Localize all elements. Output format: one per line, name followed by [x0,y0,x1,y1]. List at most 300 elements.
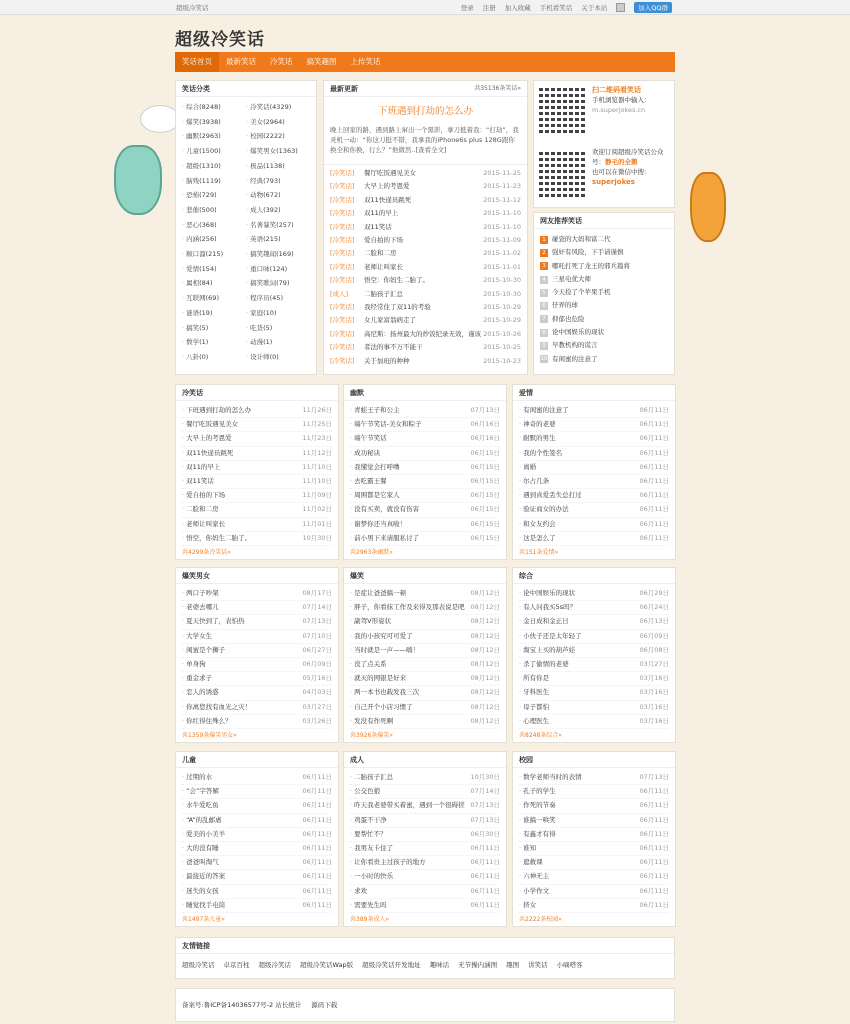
category-item[interactable]: · 成人(392) [246,203,310,218]
section-item[interactable] [519,503,669,517]
section-item[interactable] [519,404,669,418]
section-item[interactable] [182,587,332,601]
section-item-title[interactable]: · 和女友约会 [519,518,556,531]
section-item[interactable] [519,686,669,700]
section-item[interactable] [519,771,669,785]
section-item-title[interactable]: · 牙科医生 [519,686,549,699]
section-item[interactable] [350,658,500,672]
latest-item-title[interactable]: 高尼斯：扬州最大的炒饭纪录无效，谨该 [364,329,481,338]
mobile-link[interactable]: 手机看笑话 [539,4,573,12]
section-item-title[interactable]: · 大学女生 [182,630,212,643]
category-item[interactable]: · 超级(1310) [182,159,246,174]
latest-item[interactable] [330,194,521,207]
about-link[interactable]: 关于本站 [581,4,608,12]
section-item-title[interactable]: · 没有买卖，就没有伤害 [350,503,419,516]
recommend-item-title[interactable]: 碰瓷的大妈和富二代 [552,235,611,243]
latest-item-category[interactable]: [冷笑话] [330,195,355,204]
section-item-title[interactable]: · 神奇的老婆 [519,418,556,431]
section-item[interactable] [182,432,332,446]
latest-item[interactable] [330,180,521,193]
category-item[interactable]: · 互联网(69) [182,291,246,306]
section-item-title[interactable]: · 昨天我老婆带买着蜜，遇到一个很碍搓 [350,799,465,812]
section-item-title[interactable]: · 你离您找有血光之灾！ [182,701,251,714]
section-item-title[interactable]: · 水牛爱吃鱼 [182,799,219,812]
friend-link[interactable]: 超级冷笑话开发地址 [362,961,421,969]
latest-item-title[interactable]: 二脸和二房 [364,249,397,258]
section-item-title[interactable]: · 二脸和二房 [182,503,219,516]
section-item[interactable] [182,447,332,461]
section-item-title[interactable]: · 胖子，你看抹工作及来得及那表说是吧 [350,601,465,614]
nav-home[interactable]: 笑话首页 [175,52,219,72]
section-item-title[interactable]: · 老婆去哪儿 [182,601,219,614]
section-item-title[interactable]: · 我男友卡住了 [350,842,393,855]
category-item[interactable]: · 儿童(1500) [182,144,246,159]
recommend-item-title[interactable]: 抑郁也危险 [552,314,585,323]
latest-item[interactable] [330,341,521,354]
section-more-link[interactable]: 共8248条综合» [519,732,562,740]
latest-item[interactable] [330,301,521,314]
section-item[interactable] [182,771,332,785]
category-item[interactable]: · 脑残(1119) [182,174,246,189]
category-item[interactable]: · 程序员(45) [246,291,310,306]
section-item[interactable] [519,461,669,475]
section-item[interactable] [519,672,669,686]
latest-item-category[interactable]: [冷笑话] [330,329,355,338]
section-item-title[interactable]: · 遮救课 [519,856,543,869]
section-more-link[interactable]: 共2222条校园» [519,916,562,924]
section-item[interactable] [519,418,669,432]
section-item[interactable] [350,828,500,842]
section-item-title[interactable]: · 离婚 [519,461,536,474]
latest-item[interactable] [330,261,521,274]
friend-link[interactable]: 超级冷笑话Wap版 [300,961,354,969]
section-item[interactable] [350,686,500,700]
section-item[interactable] [519,601,669,615]
section-item[interactable] [519,475,669,489]
latest-item[interactable] [330,207,521,220]
section-item[interactable] [519,885,669,899]
login-link[interactable]: 登录 [460,4,474,12]
section-item[interactable] [350,842,500,856]
section-item-title[interactable]: · 有闺蜜的注意了 [519,404,569,417]
section-item-title[interactable]: · 青蛙王子和公主 [350,404,400,417]
section-item-title[interactable]: · 端午节笑话 [350,432,387,445]
section-item[interactable] [519,828,669,842]
section-item-title[interactable]: · 是症让爸爸搞一顿 [350,587,406,600]
category-item[interactable]: · 搞笑(5) [182,321,246,336]
category-item[interactable]: · 爱情(154) [182,262,246,277]
section-item[interactable] [519,715,669,729]
recommend-item-title[interactable]: 三星电优大师 [552,274,591,283]
section-item-title[interactable]: · 悟空，你妈生二胎了。 [182,532,251,545]
section-item-title[interactable]: · 这是怎么了 [519,532,556,545]
section-item[interactable] [519,432,669,446]
latest-item-category[interactable]: [冷笑话] [330,222,355,231]
section-item-title[interactable]: · 尔占几条 [519,475,549,488]
latest-item-category[interactable]: [冷笑话] [330,356,355,365]
section-item[interactable] [350,461,500,475]
section-item[interactable] [519,658,669,672]
nav-upload[interactable]: 上传笑话 [350,57,381,66]
latest-item[interactable] [330,288,521,301]
section-item[interactable] [519,870,669,884]
section-item[interactable] [182,856,332,870]
section-item-title[interactable]: · 耐默的男生 [519,432,556,445]
recommend-item-title[interactable]: 强奸有风险，下手请谨慎 [552,248,624,257]
latest-item-category[interactable]: [冷笑话] [330,262,355,271]
category-item[interactable]: · 搞笑趣闻(169) [246,247,310,262]
section-item-title[interactable]: · 谁搞一哄笑 [519,814,556,827]
section-more-link[interactable]: 共1497条儿童» [182,916,225,924]
section-item-title[interactable]: · 母子都怕 [519,701,549,714]
friend-link[interactable]: 讲笑话 [528,961,548,969]
section-item[interactable] [182,418,332,432]
latest-item-title[interactable]: 双11快递员跳死 [364,195,412,204]
section-item[interactable] [182,503,332,517]
section-item-title[interactable]: · 自己开个小店习惯了 [350,701,413,714]
recommend-item[interactable] [540,246,668,259]
section-item-title[interactable]: · 爸爸叫淘气 [182,856,219,869]
section-more-link[interactable]: 共2963条幽默» [350,549,393,557]
section-item[interactable] [519,701,669,715]
section-item-title[interactable]: · 公交色狼 [350,785,380,798]
section-item[interactable] [182,518,332,532]
section-item[interactable] [182,686,332,700]
latest-item-category[interactable]: [冷笑话] [330,303,355,312]
latest-item[interactable] [330,247,521,260]
section-item-title[interactable]: · 我懂觉会打呼噜 [350,461,400,474]
latest-item-category[interactable]: [冷笑话] [330,276,355,285]
category-item[interactable]: · 家庭(10) [246,306,310,321]
section-item[interactable] [182,842,332,856]
latest-item-category[interactable]: [成人] [330,289,349,298]
latest-item-title[interactable]: 悟空：你妈生二胎了。 [364,276,429,285]
recommend-item-title[interactable]: 论中国娱乐的现状 [552,328,604,337]
category-item[interactable]: · 冷笑话(4329) [246,100,310,115]
section-item-title[interactable]: · “会”字答解 [182,785,219,798]
section-more-link[interactable]: 共4299条冷笑话» [182,549,231,557]
latest-item-category[interactable]: [冷笑话] [330,343,355,352]
top-site-name[interactable]: 超级冷笑话 [176,4,209,12]
friend-link[interactable]: 趣图 [506,961,520,969]
section-more-link[interactable]: 共389条成人» [350,916,390,924]
section-item[interactable] [350,518,500,532]
section-item[interactable] [519,899,669,913]
section-item-title[interactable]: · 谢梦你还当真啦！ [350,518,406,531]
section-item-title[interactable]: · 发没有作死啊 [350,715,393,728]
section-item-title[interactable]: · 有鑫才有得 [519,828,556,841]
register-link[interactable]: 注册 [482,4,496,12]
latest-item-category[interactable]: [冷笑话] [330,236,355,245]
section-item-title[interactable]: · 求欢 [350,885,367,898]
section-item-title[interactable]: · 心理医生 [519,715,549,728]
section-item[interactable] [350,715,500,729]
latest-item-title[interactable]: 爱自拍的下场 [364,236,403,245]
section-item[interactable] [519,447,669,461]
section-more-link[interactable]: 共3926条爆笑» [350,732,393,740]
section-item[interactable] [350,447,500,461]
category-item[interactable]: · 校园(2222) [246,129,310,144]
latest-item[interactable] [330,314,521,327]
category-item[interactable]: · 动漫(1) [246,335,310,350]
latest-item[interactable] [330,234,521,247]
section-more-link[interactable]: 共1359条爆笑男女» [182,732,237,740]
section-item-title[interactable]: · 数学老师当时的表情 [519,771,582,784]
section-item[interactable] [519,842,669,856]
section-item[interactable] [182,870,332,884]
section-item[interactable] [182,489,332,503]
recommend-item-title[interactable]: 今天捡了个苹果手机 [552,288,611,297]
section-item-title[interactable]: · 我的个性签名 [519,447,562,460]
section-item[interactable] [519,856,669,870]
latest-item-title[interactable]: 老师让叫家长 [364,262,403,271]
nav-cold[interactable]: 冷笑话 [270,57,293,66]
section-item[interactable] [350,856,500,870]
section-item-title[interactable]: · 双11快递员跳死 [182,447,233,460]
section-item[interactable] [519,587,669,601]
latest-item[interactable] [330,355,521,368]
category-item[interactable]: · 恐怖(729) [182,188,246,203]
section-item[interactable] [182,899,332,913]
category-item[interactable]: · 八卦(0) [182,350,246,365]
latest-item-title[interactable]: 二胎孩子汇总 [364,289,403,298]
latest-item-category[interactable]: [冷笑话] [330,209,355,218]
category-item[interactable]: · 顺口溜(215) [182,247,246,262]
site-logo[interactable]: 超级冷笑话 [175,30,265,50]
section-item[interactable] [350,771,500,785]
latest-item-category[interactable]: [冷笑话] [330,316,355,325]
section-item[interactable] [519,799,669,813]
section-item[interactable] [350,475,500,489]
section-item[interactable] [182,615,332,629]
section-item[interactable] [182,701,332,715]
section-item-title[interactable]: · 爱美的小美羊 [182,828,225,841]
section-item[interactable] [182,799,332,813]
latest-item-title[interactable]: 者法的事不万不能干 [364,343,423,352]
section-item-title[interactable]: · 单身狗 [182,658,206,671]
recommend-item[interactable] [540,260,668,273]
section-item-title[interactable]: · 端午节笑话-美女和粽子 [350,418,422,431]
latest-headline[interactable]: 下班遇到打劫的怎么办 [377,106,473,117]
section-item[interactable] [182,672,332,686]
section-item-title[interactable]: · 双11的早上 [182,461,220,474]
section-item[interactable] [182,658,332,672]
section-item-title[interactable]: · 二胎孩子汇总 [350,771,393,784]
section-item[interactable] [182,461,332,475]
source-download-link[interactable]: 源码下载 [311,1001,338,1009]
section-item-title[interactable]: · 闺蜜是个狮子 [182,644,225,657]
friend-link[interactable]: 小嘀嗒客 [556,961,583,969]
recommend-item[interactable] [540,299,668,312]
latest-count-link[interactable]: 共35136条笑话» [474,85,521,92]
section-item[interactable] [350,601,500,615]
category-item[interactable]: · 美女(2964) [246,115,310,130]
recommend-item[interactable] [540,313,668,326]
nav-funny-pics[interactable]: 搞笑趣图 [306,57,337,66]
section-item-title[interactable]: · 当时就是一声——嗨！ [350,644,419,657]
section-item-title[interactable]: · 你红得住殊么？ [182,715,232,728]
section-item-title[interactable]: · 睡觉找手电筒 [182,899,225,912]
section-item[interactable] [182,814,332,828]
latest-item-category[interactable]: [冷笑话] [330,169,355,177]
category-item[interactable]: · 搞笑歌词(79) [246,276,310,291]
section-item-title[interactable]: · 去吃霸王餐 [350,475,387,488]
section-item[interactable] [519,630,669,644]
recommend-item[interactable] [540,286,668,299]
section-more-link[interactable]: 共151条爱情» [519,549,559,557]
section-item-title[interactable]: · 老师让叫家长 [182,518,225,531]
section-item[interactable] [182,532,332,546]
recommend-item-title[interactable]: 仔弄的球 [552,301,578,310]
recommend-item[interactable] [540,326,668,339]
section-item-title[interactable]: · 最接近的答案 [182,870,225,883]
section-item[interactable] [350,814,500,828]
section-item-title[interactable]: · 有人问我买5s吗？ [519,601,576,614]
section-item[interactable] [350,899,500,913]
category-item[interactable]: · 重口味(124) [246,262,310,277]
section-item[interactable] [350,785,500,799]
section-item-title[interactable]: · 迷失的女孩 [182,885,219,898]
category-item[interactable]: · 综合(8248) [182,100,246,115]
latest-item[interactable] [330,167,521,180]
recommend-item[interactable] [540,339,668,352]
category-item[interactable]: · 悲催(500) [182,203,246,218]
section-item[interactable] [350,672,500,686]
section-item-title[interactable]: · 我的小孩究可可爱了 [350,630,413,643]
latest-item-title[interactable]: 大早上的考恩爱 [364,182,410,191]
section-item-title[interactable]: · 孔子的学生 [519,785,556,798]
section-item[interactable] [350,701,500,715]
section-item-title[interactable]: · 夏天快到了，表怕热 [182,615,245,628]
section-item[interactable] [350,885,500,899]
section-item[interactable] [519,518,669,532]
section-item-title[interactable]: · 恋人的诱惑 [182,686,219,699]
section-item-title[interactable]: · 六神无主 [519,870,549,883]
section-item[interactable] [350,404,500,418]
section-item-title[interactable]: · 成功秘诀 [350,447,380,460]
latest-item-title[interactable]: 双11笑话 [364,222,392,231]
section-item[interactable] [182,785,332,799]
section-item-title[interactable]: · “A”的乱邮虐 [182,814,222,827]
category-item[interactable]: · 幽默(2963) [182,129,246,144]
category-item[interactable]: · 名著暴笑(257) [246,218,310,233]
latest-item-category[interactable]: [冷笑话] [330,182,355,191]
latest-item-category[interactable]: [冷笑话] [330,249,355,258]
section-item-title[interactable]: · 爱自拍的下场 [182,489,225,502]
latest-item[interactable] [330,221,521,234]
section-item[interactable] [519,532,669,546]
section-item[interactable] [182,601,332,615]
section-item-title[interactable]: · 小伙子还是太年轻了 [519,630,582,643]
section-item-title[interactable]: · 论中国娱乐的现状 [519,587,575,600]
latest-item-title[interactable]: 关于加班的种种 [364,356,410,365]
section-item-title[interactable]: · 大的没有睡 [182,842,219,855]
recommend-item-title[interactable]: 哪吒打死了龙王的邪兵篇将 [552,261,630,270]
section-item-title[interactable]: · 没了点关系 [350,658,387,671]
section-item[interactable] [182,475,332,489]
section-item[interactable] [350,644,500,658]
category-item[interactable]: · 极品(1138) [246,159,310,174]
section-item-title[interactable]: · 所有你是 [519,672,549,685]
category-item[interactable]: · 动物(672) [246,188,310,203]
latest-item[interactable] [330,274,521,287]
section-item[interactable] [350,615,500,629]
category-item[interactable]: · 谜语(19) [182,306,246,321]
section-item[interactable] [182,715,332,729]
section-item-title[interactable]: · 一小时的快乐 [350,870,393,883]
recommend-item-title[interactable]: 有闺蜜的注意了 [552,354,598,363]
section-item[interactable] [350,489,500,503]
friend-link[interactable]: 超级冷笑话 [182,961,215,969]
category-item[interactable]: · 数学(1) [182,335,246,350]
section-item-title[interactable]: · 餐厅吃饭遇见美女 [182,418,238,431]
recommend-item-title[interactable]: 早教机构的谎言 [552,341,598,350]
section-item-title[interactable]: · 下班遇到打劫的怎么办 [182,404,251,417]
section-item-title[interactable]: · 两口子吵架 [182,587,219,600]
category-item[interactable]: · 经典(793) [246,174,310,189]
category-item[interactable]: · 属相(84) [182,276,246,291]
section-item-title[interactable]: · 作死的节奏 [519,799,556,812]
section-item[interactable] [182,404,332,418]
section-item-title[interactable]: · 验证商女的办法 [519,503,569,516]
section-item-title[interactable]: · 前小男下来请服私讨了 [350,532,419,545]
friend-link[interactable]: 趣味话 [429,961,450,969]
section-item[interactable] [350,870,500,884]
section-item[interactable] [350,630,500,644]
section-item[interactable] [350,587,500,601]
section-item[interactable] [182,885,332,899]
recommend-item[interactable] [540,233,668,246]
category-item[interactable]: · 吃货(5) [246,321,310,336]
recommend-item[interactable] [540,353,668,366]
section-item-title[interactable]: · 要帮忙不？ [350,828,387,841]
section-item-title[interactable]: · 周围都是它家人 [350,489,400,502]
category-item[interactable]: · 英语(215) [246,232,310,247]
join-qq-button[interactable]: 加入QQ群 [634,2,672,13]
section-item[interactable] [350,532,500,546]
section-item[interactable] [519,489,669,503]
section-item-title[interactable]: · 双11笑话 [182,475,214,488]
section-item[interactable] [182,828,332,842]
qr-url[interactable]: m.superjokes.cn [592,106,646,114]
section-item-title[interactable]: · 遇到真爱丢失总打过 [519,489,582,502]
nav-latest[interactable]: 最新笑话 [226,57,256,66]
section-item-title[interactable]: · 鸡蛋不干净 [350,814,387,827]
section-item[interactable] [182,630,332,644]
section-item-title[interactable]: · 重金求子 [182,672,212,685]
category-item[interactable]: · 爆笑(3938) [182,115,246,130]
category-item[interactable]: · 恶心(368) [182,218,246,233]
category-item[interactable]: · 内涵(256) [182,232,246,247]
section-item-title[interactable]: · 需要先生吗 [350,899,387,912]
friend-link[interactable]: 卓京百柱 [223,961,250,969]
section-item-title[interactable]: · 谁知 [519,842,536,855]
section-item-title[interactable]: · 副驾V形姿状 [350,615,391,628]
section-item[interactable] [350,503,500,517]
section-item-title[interactable]: · 金日成和金正日 [519,615,569,628]
section-item-title[interactable]: · 挤女 [519,899,536,912]
section-item-title[interactable]: · 过期的水 [182,771,212,784]
section-item-title[interactable]: · 淘宝上买的葫芦娃 [519,644,575,657]
section-item-title[interactable]: · 两一本书也载发我三次 [350,686,419,699]
latest-item[interactable] [330,328,521,341]
section-item-title[interactable]: · 大早上的考恩爱 [182,432,232,445]
section-item-title[interactable]: · 就灭的网银是好来 [350,672,406,685]
section-item[interactable] [350,418,500,432]
friend-link[interactable]: 无节操内涵图 [458,961,498,969]
section-item-title[interactable]: · 杀了偷情的老婆 [519,658,569,671]
section-item[interactable] [519,644,669,658]
